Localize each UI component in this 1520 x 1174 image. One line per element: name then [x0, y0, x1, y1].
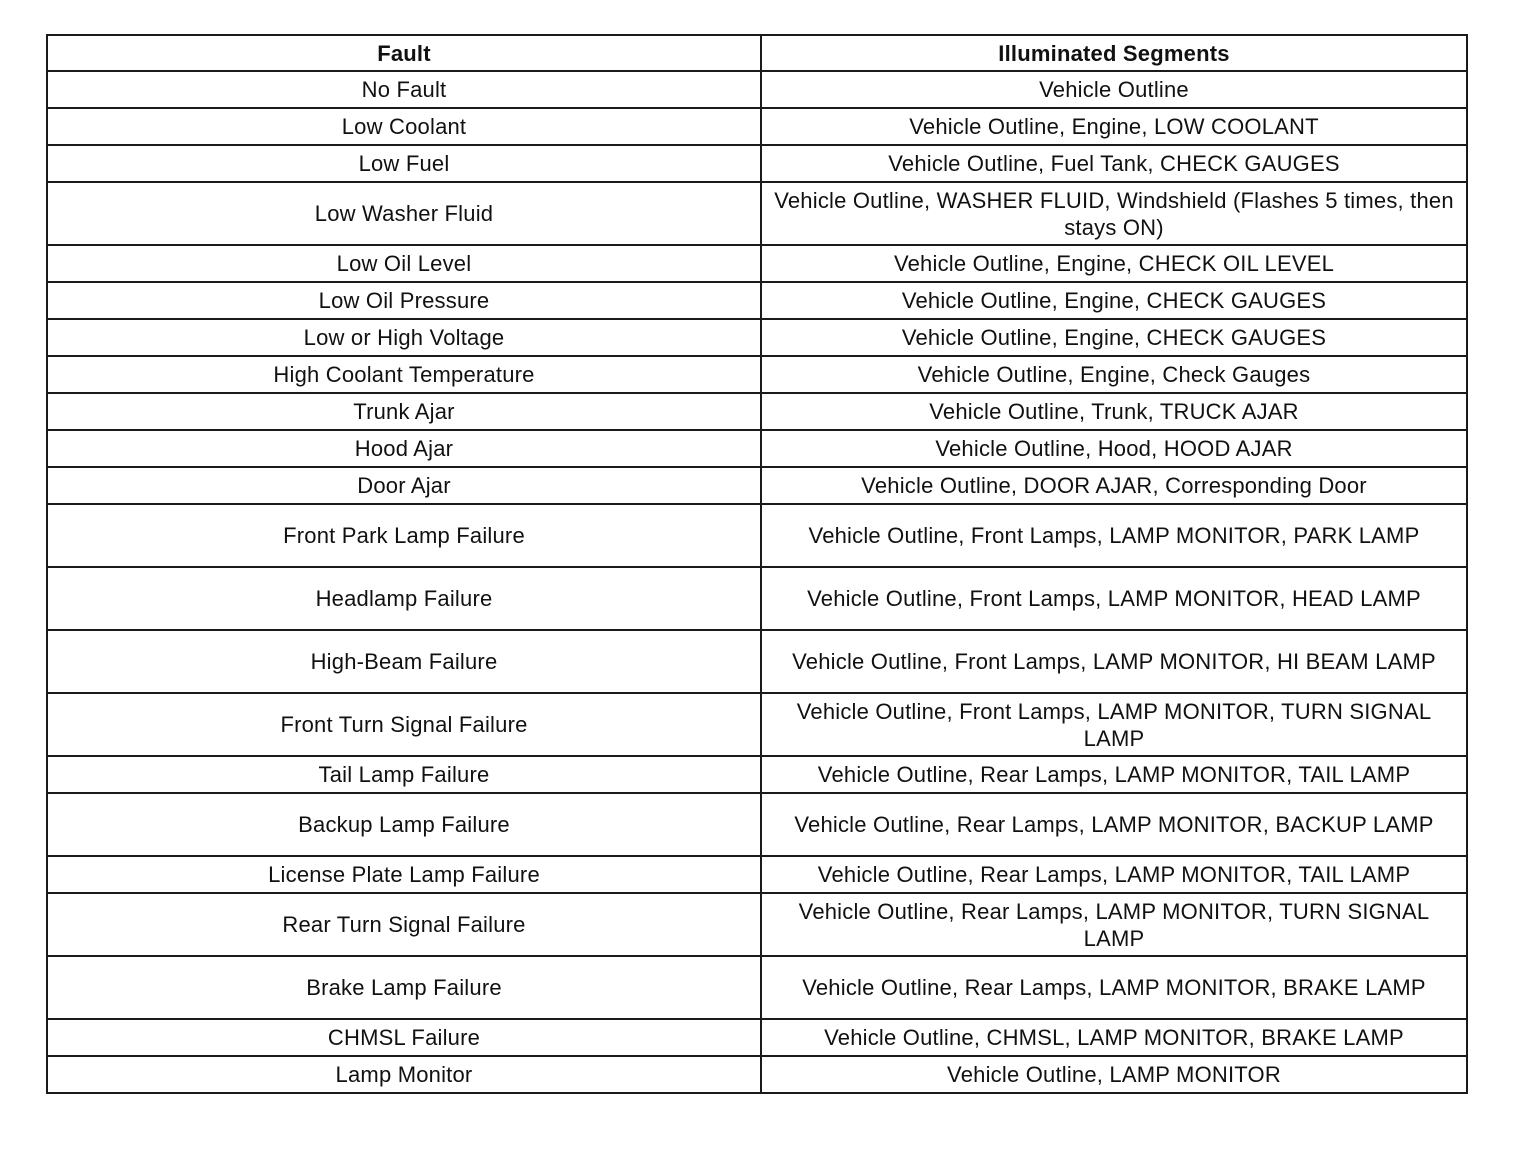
fault-cell: Low Fuel: [47, 145, 761, 182]
segments-cell: Vehicle Outline, Engine, CHECK GAUGES: [761, 282, 1467, 319]
segments-cell: Vehicle Outline, Rear Lamps, LAMP MONITOR, TAIL LAMP: [761, 756, 1467, 793]
table-row: [47, 893, 1467, 956]
table-row: [47, 282, 1467, 319]
fault-cell: Backup Lamp Failure: [47, 793, 761, 856]
segments-cell: Vehicle Outline, CHMSL, LAMP MONITOR, BRAKE LAMP: [761, 1019, 1467, 1056]
fault-cell: Brake Lamp Failure: [47, 956, 761, 1019]
segments-cell: Vehicle Outline, Rear Lamps, LAMP MONITOR, TAIL LAMP: [761, 856, 1467, 893]
segments-cell: Vehicle Outline, Trunk, TRUCK AJAR: [761, 393, 1467, 430]
table-row: [47, 1019, 1467, 1056]
segments-cell: Vehicle Outline, Rear Lamps, LAMP MONITOR, BACKUP LAMP: [761, 793, 1467, 856]
segments-cell: Vehicle Outline, Front Lamps, LAMP MONITOR, HEAD LAMP: [761, 567, 1467, 630]
table-row: [47, 71, 1467, 108]
table-row: [47, 356, 1467, 393]
fault-cell: CHMSL Failure: [47, 1019, 761, 1056]
table-row: [47, 756, 1467, 793]
fault-table-container: [46, 34, 1466, 1094]
fault-cell: Lamp Monitor: [47, 1056, 761, 1093]
table-row: [47, 567, 1467, 630]
table-row: [47, 245, 1467, 282]
fault-cell: License Plate Lamp Failure: [47, 856, 761, 893]
fault-cell: Low Washer Fluid: [47, 182, 761, 245]
segments-cell: Vehicle Outline, Rear Lamps, LAMP MONITOR, BRAKE LAMP: [761, 956, 1467, 1019]
segments-cell: Vehicle Outline, DOOR AJAR, Corresponding Door: [761, 467, 1467, 504]
table-row: [47, 1056, 1467, 1093]
segments-cell: Vehicle Outline, Rear Lamps, LAMP MONITOR, TURN SIGNAL LAMP: [761, 893, 1467, 956]
fault-cell: Front Turn Signal Failure: [47, 693, 761, 756]
fault-table: [46, 34, 1468, 1094]
fault-cell: Hood Ajar: [47, 430, 761, 467]
segments-cell: Vehicle Outline, Hood, HOOD AJAR: [761, 430, 1467, 467]
table-row: [47, 630, 1467, 693]
table-row: [47, 693, 1467, 756]
table-row: [47, 182, 1467, 245]
fault-cell: Trunk Ajar: [47, 393, 761, 430]
fault-cell: Low Oil Level: [47, 245, 761, 282]
fault-cell: High Coolant Temperature: [47, 356, 761, 393]
fault-cell: Low or High Voltage: [47, 319, 761, 356]
segments-cell: Vehicle Outline, Fuel Tank, CHECK GAUGES: [761, 145, 1467, 182]
fault-cell: Low Coolant: [47, 108, 761, 145]
segments-cell: Vehicle Outline, Front Lamps, LAMP MONITOR, TURN SIGNAL LAMP: [761, 693, 1467, 756]
table-row: [47, 393, 1467, 430]
table-row: [47, 319, 1467, 356]
table-row: [47, 793, 1467, 856]
fault-cell: High-Beam Failure: [47, 630, 761, 693]
segments-cell: Vehicle Outline, Engine, CHECK GAUGES: [761, 319, 1467, 356]
table-header-row: [47, 35, 1467, 71]
fault-cell: Headlamp Failure: [47, 567, 761, 630]
fault-cell: Rear Turn Signal Failure: [47, 893, 761, 956]
table-row: [47, 467, 1467, 504]
table-row: [47, 856, 1467, 893]
segments-cell: Vehicle Outline, Engine, CHECK OIL LEVEL: [761, 245, 1467, 282]
header-illuminated-segments: Illuminated Segments: [761, 35, 1467, 71]
segments-cell: Vehicle Outline, LAMP MONITOR: [761, 1056, 1467, 1093]
header-fault: Fault: [47, 35, 761, 71]
fault-cell: Door Ajar: [47, 467, 761, 504]
segments-cell: Vehicle Outline, Front Lamps, LAMP MONITOR, HI BEAM LAMP: [761, 630, 1467, 693]
segments-cell: Vehicle Outline, Engine, LOW COOLANT: [761, 108, 1467, 145]
fault-cell: Tail Lamp Failure: [47, 756, 761, 793]
segments-cell: Vehicle Outline, Engine, Check Gauges: [761, 356, 1467, 393]
table-row: [47, 956, 1467, 1019]
table-row: [47, 108, 1467, 145]
segments-cell: Vehicle Outline, Front Lamps, LAMP MONITOR, PARK LAMP: [761, 504, 1467, 567]
fault-cell: Front Park Lamp Failure: [47, 504, 761, 567]
fault-cell: No Fault: [47, 71, 761, 108]
segments-cell: Vehicle Outline, WASHER FLUID, Windshield (Flashes 5 times, then stays ON): [761, 182, 1467, 245]
table-row: [47, 430, 1467, 467]
table-row: [47, 145, 1467, 182]
segments-cell: Vehicle Outline: [761, 71, 1467, 108]
table-row: [47, 504, 1467, 567]
fault-cell: Low Oil Pressure: [47, 282, 761, 319]
